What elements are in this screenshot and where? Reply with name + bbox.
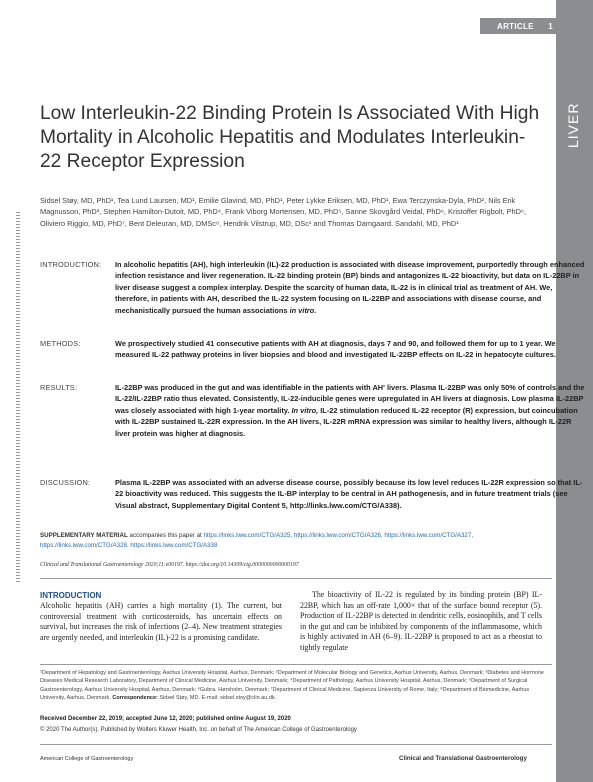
correspondence-label: Correspondence: [112, 695, 158, 702]
divider [40, 664, 552, 665]
sidebar-label: LIVER [565, 102, 581, 148]
citation-line: Clinical and Translational Gastroenterology 2020;11:e00197. https://doi.org/10.14309/ctg.0000000000000197 [40, 562, 299, 568]
abstract-text-part: IL-22 stimulation reduced IL-22 receptor (R) expression, but coincubation with IL-22BP sustained IL-22R expression. In the AH livers, IL-22R mRNA expression was similar to healthy livers, although IL-22R liver protein was higher at diagnosis. [115, 405, 578, 438]
affiliations [40, 669, 552, 703]
body-column-left: Alcoholic hepatitis (AH) carries a high mortality (1). The current, but controversial treatment with corticosteroids, has uncertain effects on survival, but increases the risk of infections (2–4). New treatment strategies are urgently needed, and interleukin (IL)-22 is a promising candidate. [40, 601, 282, 642]
abstract-text: Plasma IL-22BP was associated with an adverse disease course, possibly because its low level reduces IL-22R expression so that IL-22 bioactivity was reduced. This suggests the IL-BP interplay to be central in AH pathogenesis, and in future treatment trials (see Visual abstract, Supplementary Digital Content 5, http://links.lww.com/CTG/A338). [115, 478, 583, 510]
affiliations-text: ¹Department of Hepatology and Gastroenterology, Aarhus University Hospital, Aarhus, Denmark; ²Department of Molecular Biology and Genetics, Aarhus University, Aarhus, Denmark; ³Diabetes and Hormone Diseases Medical Research Laboratory, Department of Clinical Medicine, Aarhus University, Denmark; ⁴Department of Pathology, Aarhus University Hospital, Aarhus, Denmark; ⁵Department of Surgical Gastroenterology, Aarhus University Hospital, Aarhus, Denmark; ⁶Gubra, Hørsholm, Denmark; ⁷Department of Clinical Medicine, Sapienza University of Rome, Italy; ⁸Department of Biomedicine, Aarhus University, Aarhus, Denmark. [40, 670, 544, 702]
abstract-text-part: In alcoholic hepatitis (AH), high interleukin (IL)-22 production is associated with disease improvement, purportedly through enhanced infection resistance and liver regeneration. IL-22 binding protein (BP) binds and antagonizes IL-22 bioactivity, but data on IL-22BP in liver disease suggest a complex interplay. Despite the scarcity of human data, IL-22 is in clinical trial as treatment of AH. We, therefore, in patients with AH, described the IL-22 system focusing on IL-22BP and associations with disease course, and mechanistically pursued the human associations [115, 260, 585, 315]
article-title: Low Interleukin-22 Binding Protein Is Associated With High Mortality in Alcoholic Hepatitis and Modulates Interleukin-22 Receptor Expression [40, 103, 540, 172]
correspondence-text: Sidsel Støy, MD. E-mail: sidsel.stoy@clin.au.dk. [157, 695, 277, 702]
footer-journal-society: American College of Gastroenterology [40, 756, 134, 762]
supplementary-label: SUPPLEMENTARY MATERIAL [40, 532, 128, 539]
abstract-text [115, 382, 588, 439]
section-label [497, 22, 553, 31]
divider [40, 744, 552, 745]
abstract-text: We prospectively studied 41 consecutive patients with AH at diagnosis, days 7 and 90, and followed them for up to 1 year. We measured IL-22 pathway proteins in liver biopsies and blood and investigated IL-22BP effects on IL-22 in hepatocyte cultures. [115, 339, 556, 360]
divider [40, 578, 552, 579]
abstract-label: RESULTS: [40, 383, 78, 392]
margin-barcode [16, 212, 20, 582]
footer-journal-title: Clinical and Translational Gastroenterology [399, 755, 527, 762]
supplementary-text: accompanies this paper at [127, 532, 204, 539]
abstract-text-italic: In vitro, [291, 405, 319, 415]
supplementary-links[interactable]: https://links.lww.com/CTG/A325, https://links.lww.com/CTG/A326, https://links.lww.com/CTG/A327, https://links.lww.com/CTG/A328, https://links.lww.com/CTG/A338 [40, 532, 474, 549]
body-column-right: The bioactivity of IL-22 is regulated by its binding protein (BP) IL-22BP, which has an off-rate 1,000× that of the surface bound receptor (5). Production of IL-22BP is detected in dendritic cells, eosinophils, and T cells in the gut and can be inhibited by components of the inflammasome, which is highly activated in AH (6–9). IL-22BP is proposed to act as a rheostat to tightly regulate [300, 590, 542, 652]
page-number: 1 [548, 22, 554, 31]
section-label-text: ARTICLE [497, 22, 534, 31]
abstract-label: METHODS: [40, 339, 81, 348]
abstract-label: INTRODUCTION: [40, 260, 102, 269]
abstract-text-part: IL-22BP was produced in the gut and was identifiable in the patients with AH' livers. Plasma IL-22BP was only 50% of controls and the IL-22/IL-22BP ratio thus elevated. Consistently, IL-22-inducible genes were upregulated in AH livers at diagnosis. Low plasma IL-22BP was closely associated with high 1-year mortality. [115, 383, 585, 415]
copyright-line: © 2020 The Author(s). Published by Wolters Kluwer Health, Inc. on behalf of The American College of Gastroenterology [40, 727, 357, 733]
author-list: Sidsel Støy, MD, PhD¹, Tea Lund Laursen, MD¹, Emilie Glavind, MD, PhD¹, Peter Lykke Eriksen, MD, PhD¹, Ewa Terczynska-Dyla, PhD², Nils Erik Magnusson, PhD³, Stephen Hamilton-Dutoit, MD, PhD⁴, Frank Viborg Mortensen, MD, PhD⁵, Sanne Skovgård Veidal, PhD⁶, Kristoffer Rigbolt, PhD⁶, Oliviero Riggio, MD, PhD⁷, Bent Deleuran, MD, DMSc⁸, Hendrik Vilstrup, MD, DSc¹ and Thomas Damgaard. Sandahl, MD, PhD¹ [40, 196, 527, 228]
abstract-text [115, 259, 588, 316]
section-heading: INTRODUCTION [40, 591, 102, 600]
received-dates: Received December 22, 2019; accepted June 12, 2020; published online August 19, 2020 [40, 716, 291, 722]
abstract-text-italic: in vitro. [289, 305, 317, 315]
abstract-label: DISCUSSION: [40, 478, 91, 487]
supplementary-note [40, 531, 550, 550]
